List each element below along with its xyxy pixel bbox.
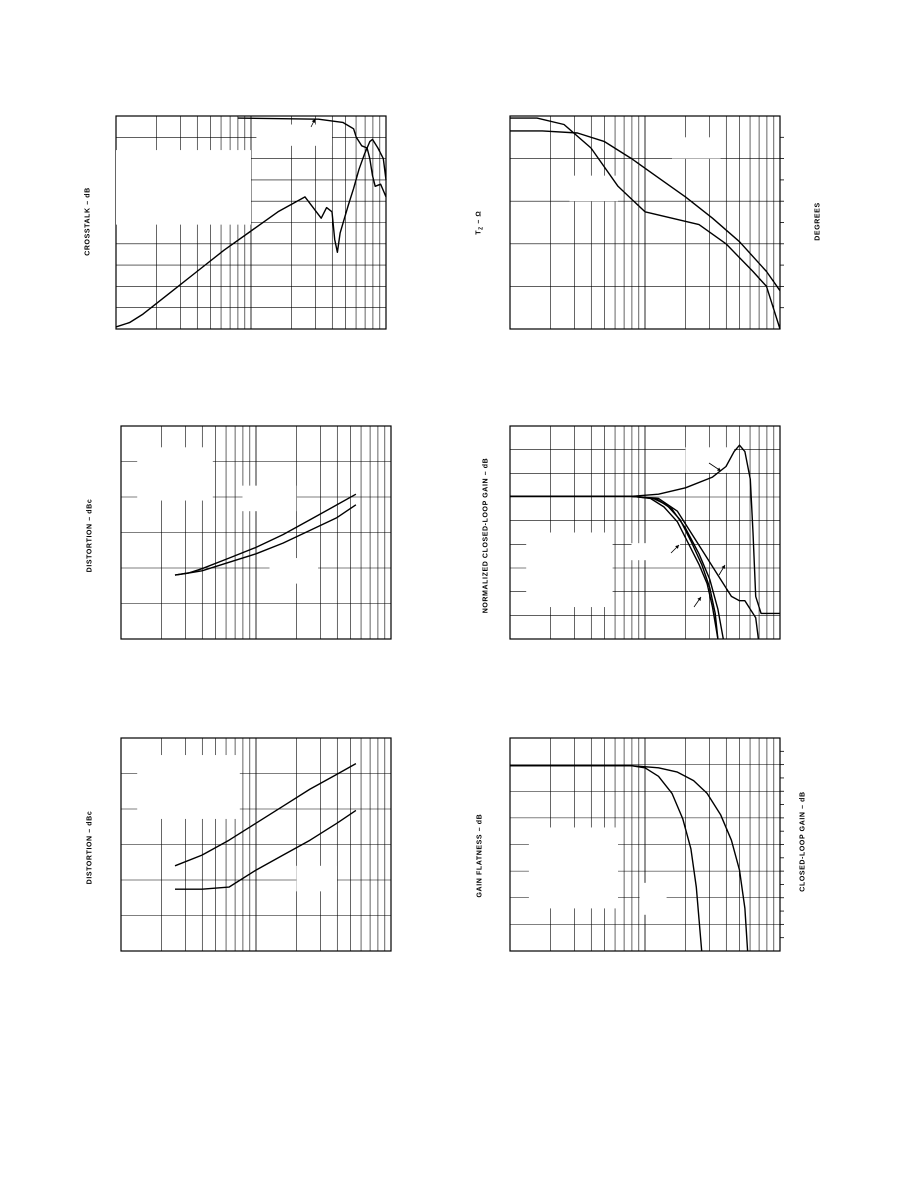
blank-label-area bbox=[569, 176, 618, 202]
distortion-axis-label-a: DISTORTION – dBc bbox=[86, 498, 94, 573]
blank-label-area bbox=[672, 137, 721, 158]
tz-axis-label bbox=[475, 203, 484, 243]
degrees-axis-label: DEGREES bbox=[814, 202, 822, 241]
distortion-axis-label-b: DISTORTION – dBc bbox=[86, 810, 94, 885]
normalized-gain-chart bbox=[509, 425, 779, 640]
gain-flatness-axis-label: GAIN FLATNESS – dB bbox=[476, 813, 484, 898]
gain-flatness-chart bbox=[509, 737, 779, 952]
closed-loop-gain-axis-label: CLOSED-LOOP GAIN – dB bbox=[799, 791, 807, 892]
blank-label-area bbox=[137, 447, 213, 500]
blank-label-area bbox=[297, 866, 338, 892]
tz-subscript: Z bbox=[478, 226, 485, 230]
transimpedance-chart bbox=[509, 115, 784, 330]
blank-label-area bbox=[243, 486, 297, 512]
distortion-chart-b bbox=[120, 737, 390, 952]
blank-label-area bbox=[256, 125, 332, 146]
blank-label-area bbox=[526, 533, 612, 608]
blank-label-area bbox=[640, 883, 667, 915]
blank-label-area bbox=[686, 447, 735, 473]
distortion-chart-a bbox=[120, 425, 390, 640]
blank-label-area bbox=[529, 827, 618, 908]
blank-label-area bbox=[137, 755, 240, 819]
crosstalk-chart bbox=[115, 115, 387, 330]
crosstalk-axis-label: CROSSTALK – dB bbox=[84, 187, 92, 256]
normalized-gain-axis-label: NORMALIZED CLOSED-LOOP GAIN – dB bbox=[482, 457, 490, 614]
blank-label-area bbox=[270, 558, 319, 584]
blank-label-area bbox=[116, 150, 251, 225]
tz-symbol: T bbox=[475, 229, 483, 235]
tz-unit: – Ω bbox=[475, 210, 483, 227]
